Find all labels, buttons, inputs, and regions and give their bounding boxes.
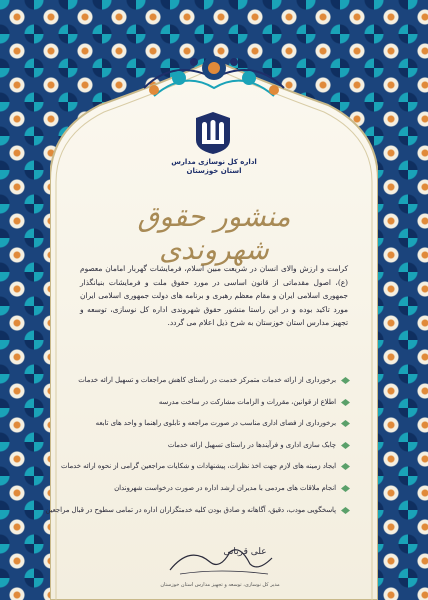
bullet-leaf-icon [341, 420, 350, 427]
list-item [88, 478, 350, 500]
list-item [88, 435, 350, 457]
list-item-text: چابک سازی اداری و فرآیندها در راستای تسهیل ارائه خدمات [167, 440, 336, 449]
list-item [78, 370, 350, 392]
list-item [61, 456, 350, 478]
organization-logo-icon [192, 110, 234, 156]
floral-ornament-icon [124, 48, 304, 106]
list-item-text: انجام ملاقات های مردمی با مدیران ارشد اداره در صورت درخواست شهروندان [114, 483, 336, 492]
bullet-leaf-icon [341, 377, 350, 384]
signature-position: مدیر کل نوسازی، توسعه و تجهیز مدارس استان خوزستان [160, 582, 280, 588]
list-item-text: اطلاع از قوانین، مقررات و الزامات مشارکت در ساخت مدرسه [158, 397, 336, 406]
list-item-text: ایجاد زمینه های لازم جهت اخذ نظرات، پیشنهادات و شکایات مراجعین گرامی از نحوه ارائه خدمات [61, 462, 336, 471]
list-item [88, 413, 350, 435]
signature-name: علی قربانی [223, 547, 267, 557]
certificate-title: منشور حقوق شهروندی [137, 200, 291, 266]
list-item-text: برخورداری از فضای اداری مناسب در صورت مراجعه و تابلوی راهنما و واحد های تابعه [95, 419, 336, 428]
bullet-leaf-icon [341, 442, 350, 449]
bullet-leaf-icon [341, 399, 350, 406]
list-item-text: پاسخگویی مودب، دقیق، آگاهانه و صادق بودن کلیه خدمتگزاران اداره در تمامی سطوح در قبال مراجعین [45, 505, 336, 514]
signature-mark [150, 540, 290, 580]
list-item-text: برخورداری از ارائه خدمات متمرکز خدمت در راستای کاهش مراجعات و تسهیل ارائه خدمات [78, 376, 336, 384]
bullet-leaf-icon [341, 507, 350, 514]
organization-name: اداره کل نوسازی مدارس استان خوزستان [171, 158, 257, 175]
list-item [45, 500, 350, 522]
bullet-leaf-icon [341, 485, 350, 492]
rights-list [45, 370, 350, 521]
list-item [88, 392, 350, 414]
bullet-leaf-icon [341, 463, 350, 470]
intro-paragraph: کرامت و ارزش والای انسان در شریعت مبین اسلام، فرمایشات گهربار امامان معصوم (ع)، اصول مقدماتی از قانون اساسی در مورد حقوق ملت و فرمایشات بنیانگذار جمهوری اسلامی ایران و مقام معظم رهبری و برنامه های دولت جمهوری اسلامی ایران مورد تاکید بوده و در این راستا منشور حقوق شهروندی اداره کل نوسازی، توسعه و تجهیز مدارس استان خوزستان به شرح ذیل اعلام می گردد. [80, 264, 348, 327]
